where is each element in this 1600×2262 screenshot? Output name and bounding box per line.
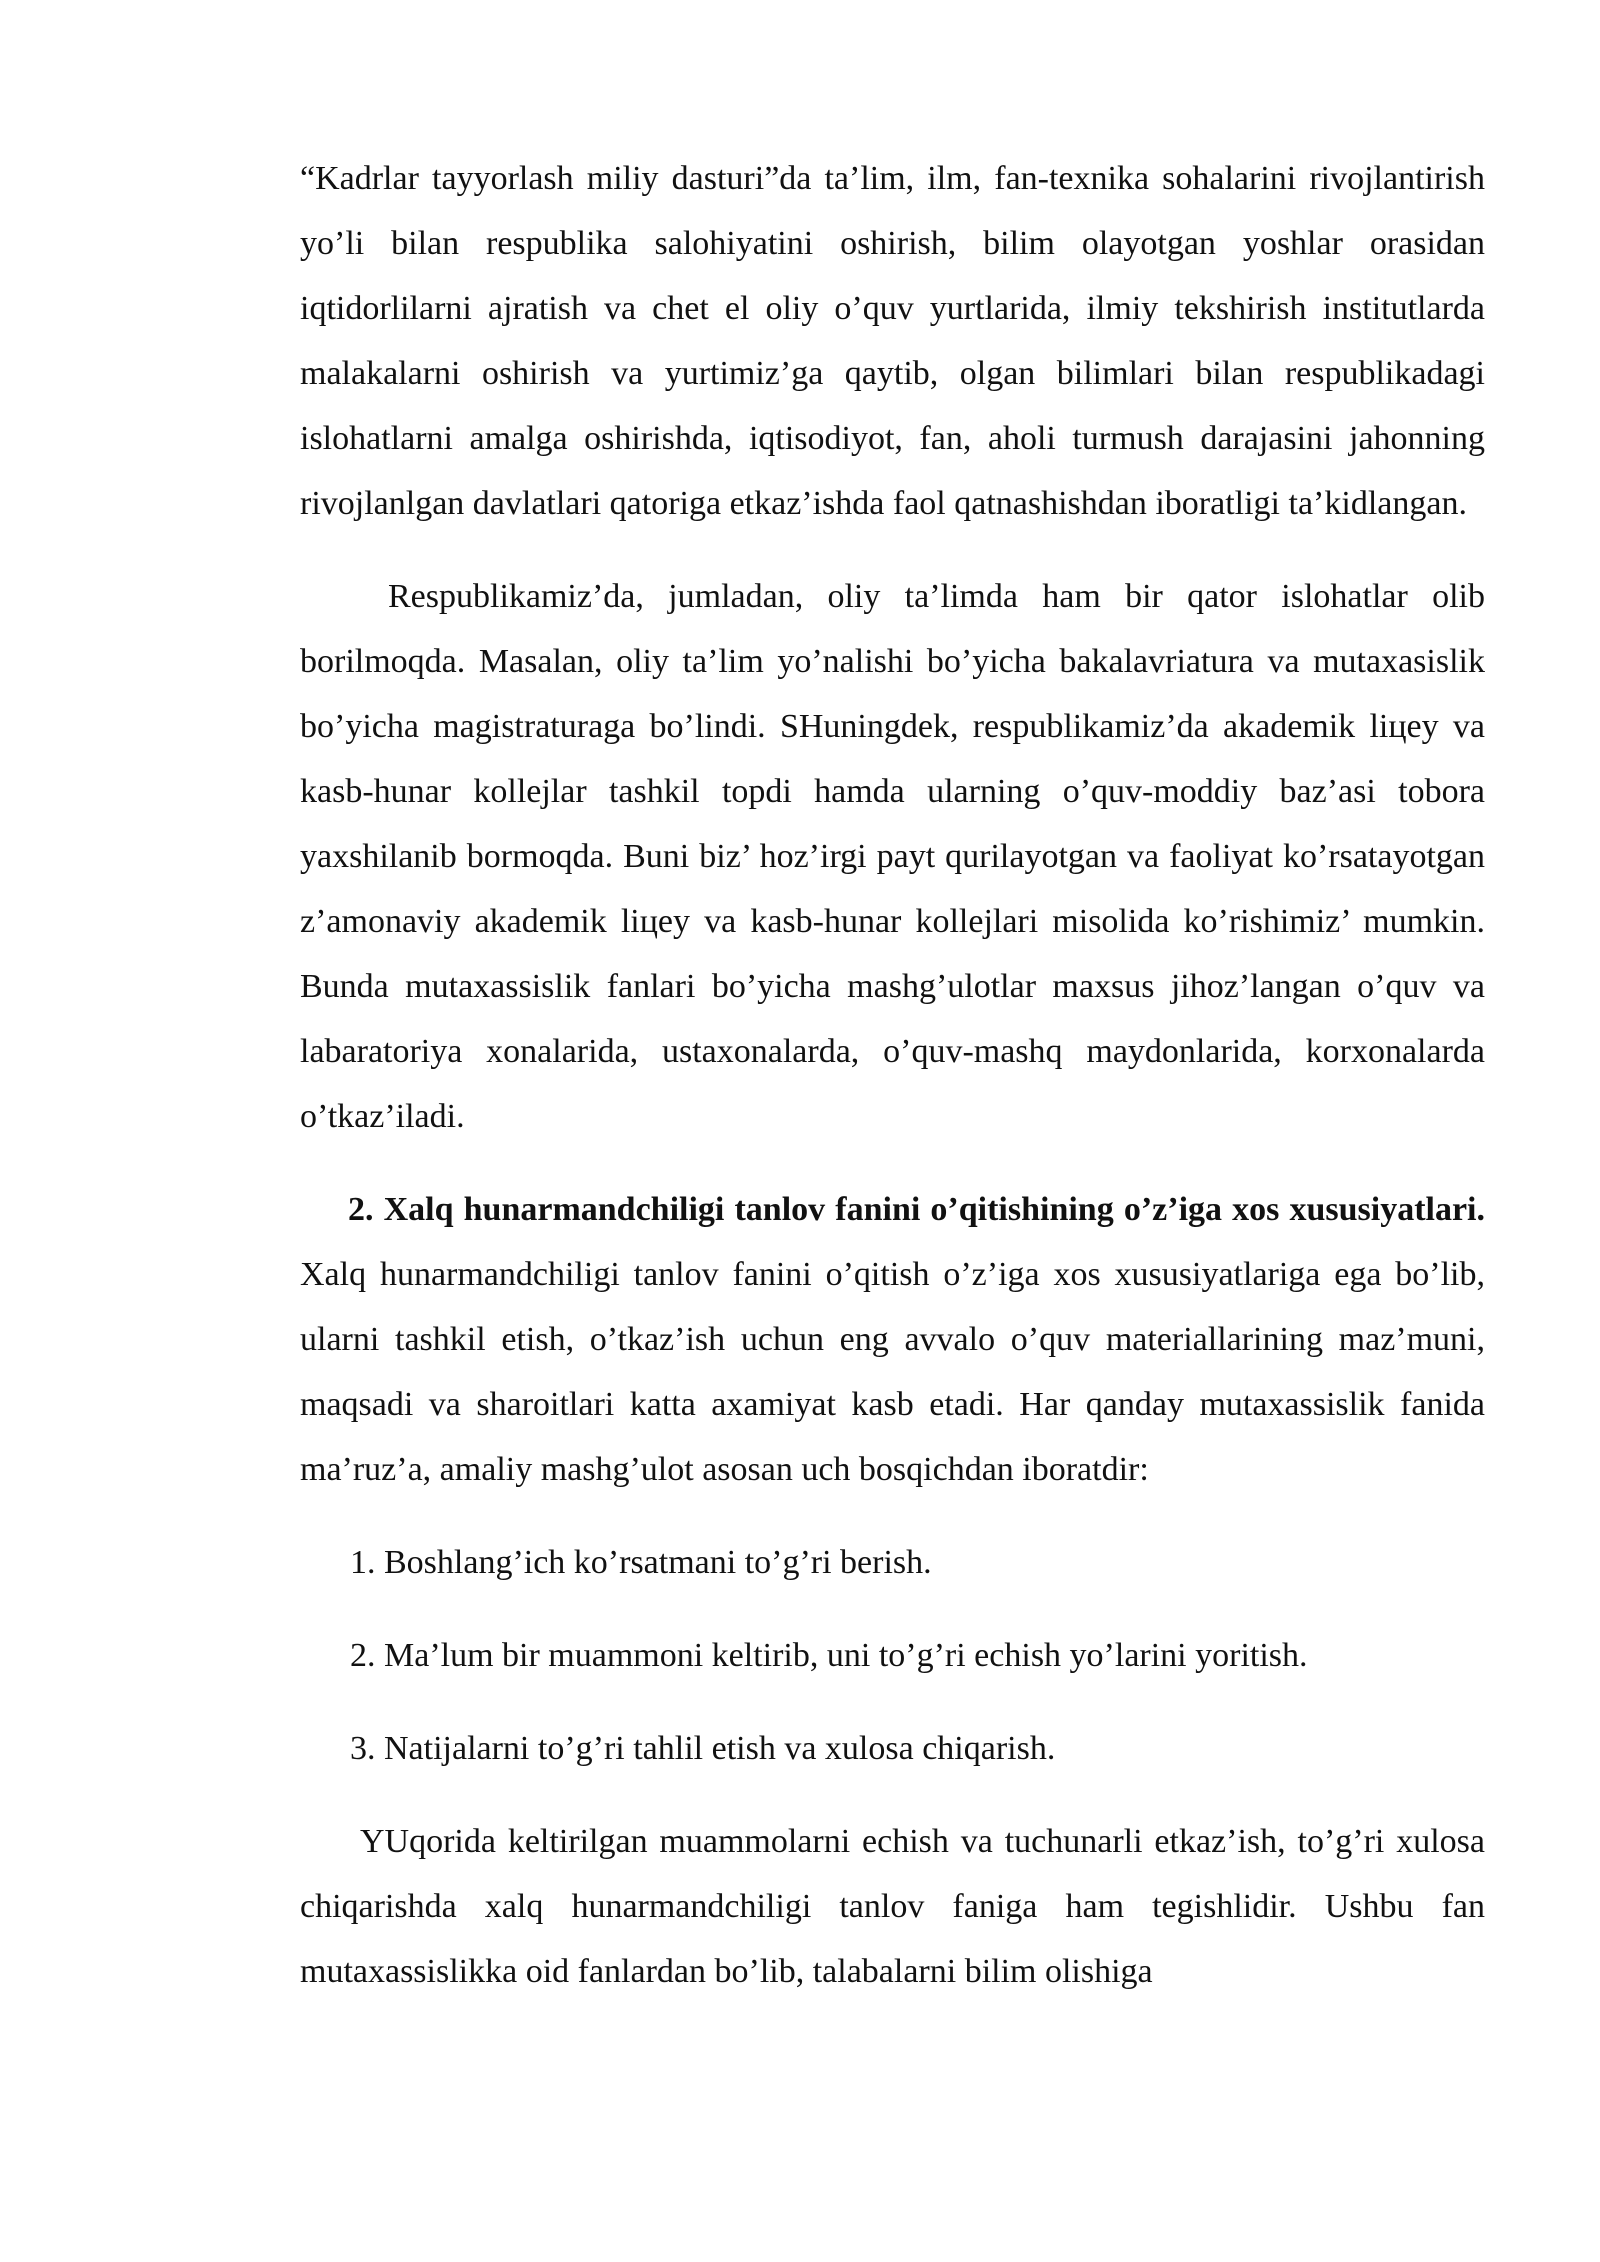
list-spacer	[300, 1595, 1485, 1623]
paragraph-spacer	[300, 536, 1485, 564]
document-page	[300, 146, 1485, 2004]
list-spacer	[300, 1688, 1485, 1716]
section-paragraph	[300, 1177, 1485, 1502]
paragraph-spacer	[300, 1149, 1485, 1177]
list-item: 3. Natijalarni to’g’ri tahlil etish va xulosa chiqarish.	[350, 1730, 1056, 1767]
paragraph-spacer	[300, 1781, 1485, 1809]
section-heading: 2. Xalq hunarmandchiligi tanlov fanini o’qitishining o’z’iga xos xususiyatlari.	[348, 1191, 1485, 1228]
paragraph-2: Respublikamiz’da, jumladan, oliy ta’limda ham bir qator islohatlar olib borilmoqda. Masalan, oliy ta’lim yo’nalishi bo’yicha bakalavriatura va mutaxasislik bo’yicha magistraturaga bo’lindi. SHuningdek, respublikamiz’da akademik liцey va kasb-hunar kollejlar tashkil topdi hamda ularning o’quv-moddiy baz’asi tobora yaxshilanib bormoqda. Buni biz’ hoz’irgi payt qurilayotgan va faoliyat ko’rsatayotgan z’amonaviy akademik liцey va kasb-hunar kollejlari misolida ko’rishimiz’ mumkin. Bunda mutaxassislik fanlari bo’yicha mashg’ulotlar maxsus jihoz’langan o’quv va labaratoriya xonalarida, ustaxonalarda, o’quv-mashq maydonlarida, korxonalarda o’tkaz’iladi.	[300, 578, 1485, 1135]
list-spacer	[300, 1502, 1485, 1530]
section-text: Xalq hunarmandchiligi tanlov fanini o’qitish o’z’iga xos xususiyatlariga ega bo’lib, ularni tashkil etish, o’tkaz’ish uchun eng avvalo o’quv materiallarining maz’muni, maqsadi va sharoitlari katta axamiyat kasb etadi. Har qanday mutaxassislik fanida ma’ruz’a, amaliy mashg’ulot asosan uch bosqichdan iboratdir:	[300, 1256, 1485, 1488]
paragraph-1: “Kadrlar tayyorlash miliy dasturi”da ta’lim, ilm, fan-texnika sohalarini rivojlantirish yo’li bilan respublika salohiyatini oshirish, bilim olayotgan yoshlar orasidan iqtidorlilarni ajratish va chet el oliy o’quv yurtlarida, ilmiy tekshirish institutlarda malakalarni oshirish va yurtimiz’ga qaytib, olgan bilimlari bilan respublikadagi islohatlarni amalga oshirishda, iqtisodiyot, fan, aholi turmush darajasini jahonning rivojlanlgan davlatlari qatoriga etkaz’ishda faol qatnashishdan iboratligi ta’kidlangan.	[300, 160, 1485, 522]
paragraph-final: YUqorida keltirilgan muammolarni echish va tuchunarli etkaz’ish, to’g’ri xulosa chiqarishda xalq hunarmandchiligi tanlov faniga ham tegishlidir. Ushbu fan mutaxassislikka oid fanlardan bo’lib, talabalarni bilim olishiga	[300, 1823, 1485, 1990]
list-item: 2. Ma’lum bir muammoni keltirib, uni to’g’ri echish yo’larini yoritish.	[350, 1637, 1308, 1674]
list-item: 1. Boshlang’ich ko’rsatmani to’g’ri berish.	[350, 1544, 932, 1581]
